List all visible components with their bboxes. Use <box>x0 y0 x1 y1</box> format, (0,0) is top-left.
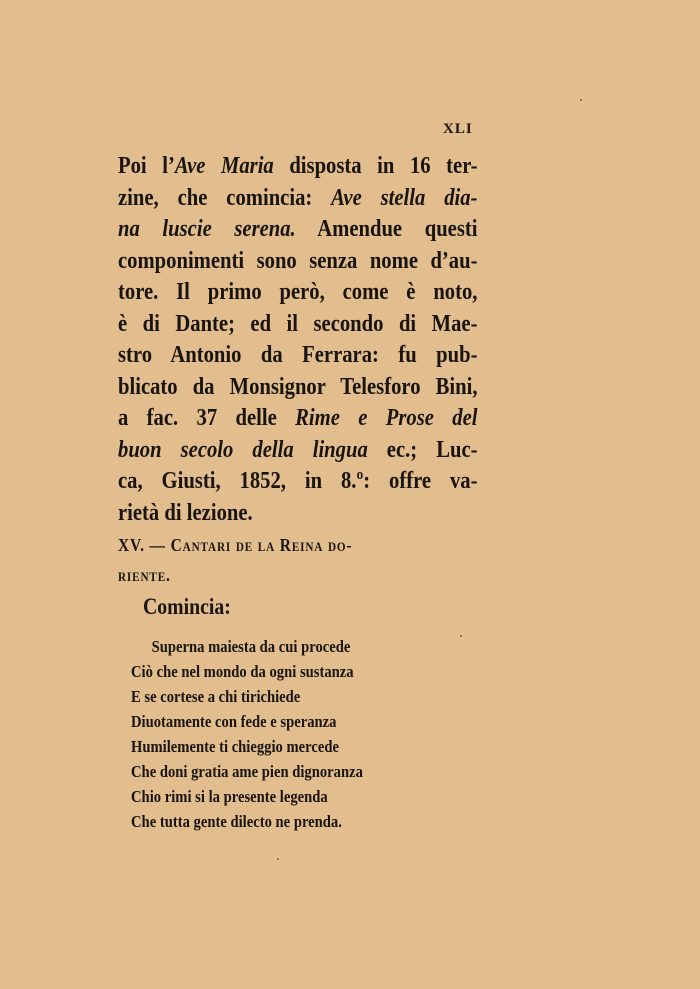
body-text-segment: Poi l’ <box>118 153 175 179</box>
body-text-segment: blicato da Monsignor Telesforo Bini, <box>118 373 478 400</box>
page-number: XLI <box>443 121 473 137</box>
section-heading-line: XV. — Cantari de la Reina do- <box>118 535 353 555</box>
body-line <box>118 435 477 467</box>
italic-title: Ave stella dia- <box>331 184 478 211</box>
body-text-segment: ca, Giusti, 1852, in 8.º: offre va- <box>118 468 478 494</box>
body-text-segment: tore. Il primo però, come è noto, <box>118 279 478 305</box>
verse-line: Che tutta gente dilecto ne prenda. <box>131 812 342 831</box>
verse-line: E se cortese a chi tirichiede <box>131 687 301 706</box>
body-paragraph <box>118 151 478 529</box>
paper-speck <box>277 858 279 860</box>
incipit-label: Comincia: <box>143 594 231 619</box>
body-line <box>118 372 477 404</box>
body-text-segment: disposta in 16 ter- <box>273 153 478 179</box>
section-heading <box>118 530 477 590</box>
section-heading-line: riente. <box>118 565 171 585</box>
italic-title: na luscie serena. <box>118 216 296 242</box>
body-text-segment: rietà di lezione. <box>118 499 253 526</box>
body-line <box>118 498 477 530</box>
verse-line: Chio rimi si la presente legenda <box>131 787 328 806</box>
body-line <box>118 466 477 498</box>
verse-line: Che doni gratia ame pien dignoranza <box>131 762 363 781</box>
body-text-segment: ec.; Luc- <box>367 436 478 463</box>
body-text-segment: Amendue questi <box>295 216 478 242</box>
italic-title: Rime e Prose del <box>295 405 478 431</box>
body-text-segment: zine, che comincia: <box>118 184 332 211</box>
body-line <box>118 403 477 435</box>
body-text-segment: stro Antonio da Ferrara: fu pub- <box>118 342 478 368</box>
italic-title: Ave Maria <box>174 153 274 179</box>
body-line <box>118 183 477 215</box>
body-line <box>118 309 477 341</box>
paper-speck <box>580 99 582 101</box>
verse-line: Diuotamente con fede e speranza <box>131 712 337 731</box>
verse-block <box>131 634 363 834</box>
body-line <box>118 246 477 278</box>
body-line <box>118 277 477 309</box>
paper-speck <box>460 635 462 637</box>
body-line <box>118 214 477 246</box>
italic-title: buon secolo della lingua <box>118 436 368 463</box>
body-line <box>118 151 477 183</box>
verse-line: Ciò che nel mondo da ogni sustanza <box>131 662 354 681</box>
body-text-segment: è di Dante; ed il secondo di Mae- <box>118 310 478 337</box>
verse-line: Superna maiesta da cui procede <box>151 637 351 656</box>
verse-line: Humilemente ti chieggio mercede <box>131 737 340 756</box>
body-line <box>118 340 477 372</box>
body-text-segment: componimenti sono senza nome d’au- <box>118 247 478 274</box>
body-text-segment: a fac. 37 delle <box>118 405 296 431</box>
